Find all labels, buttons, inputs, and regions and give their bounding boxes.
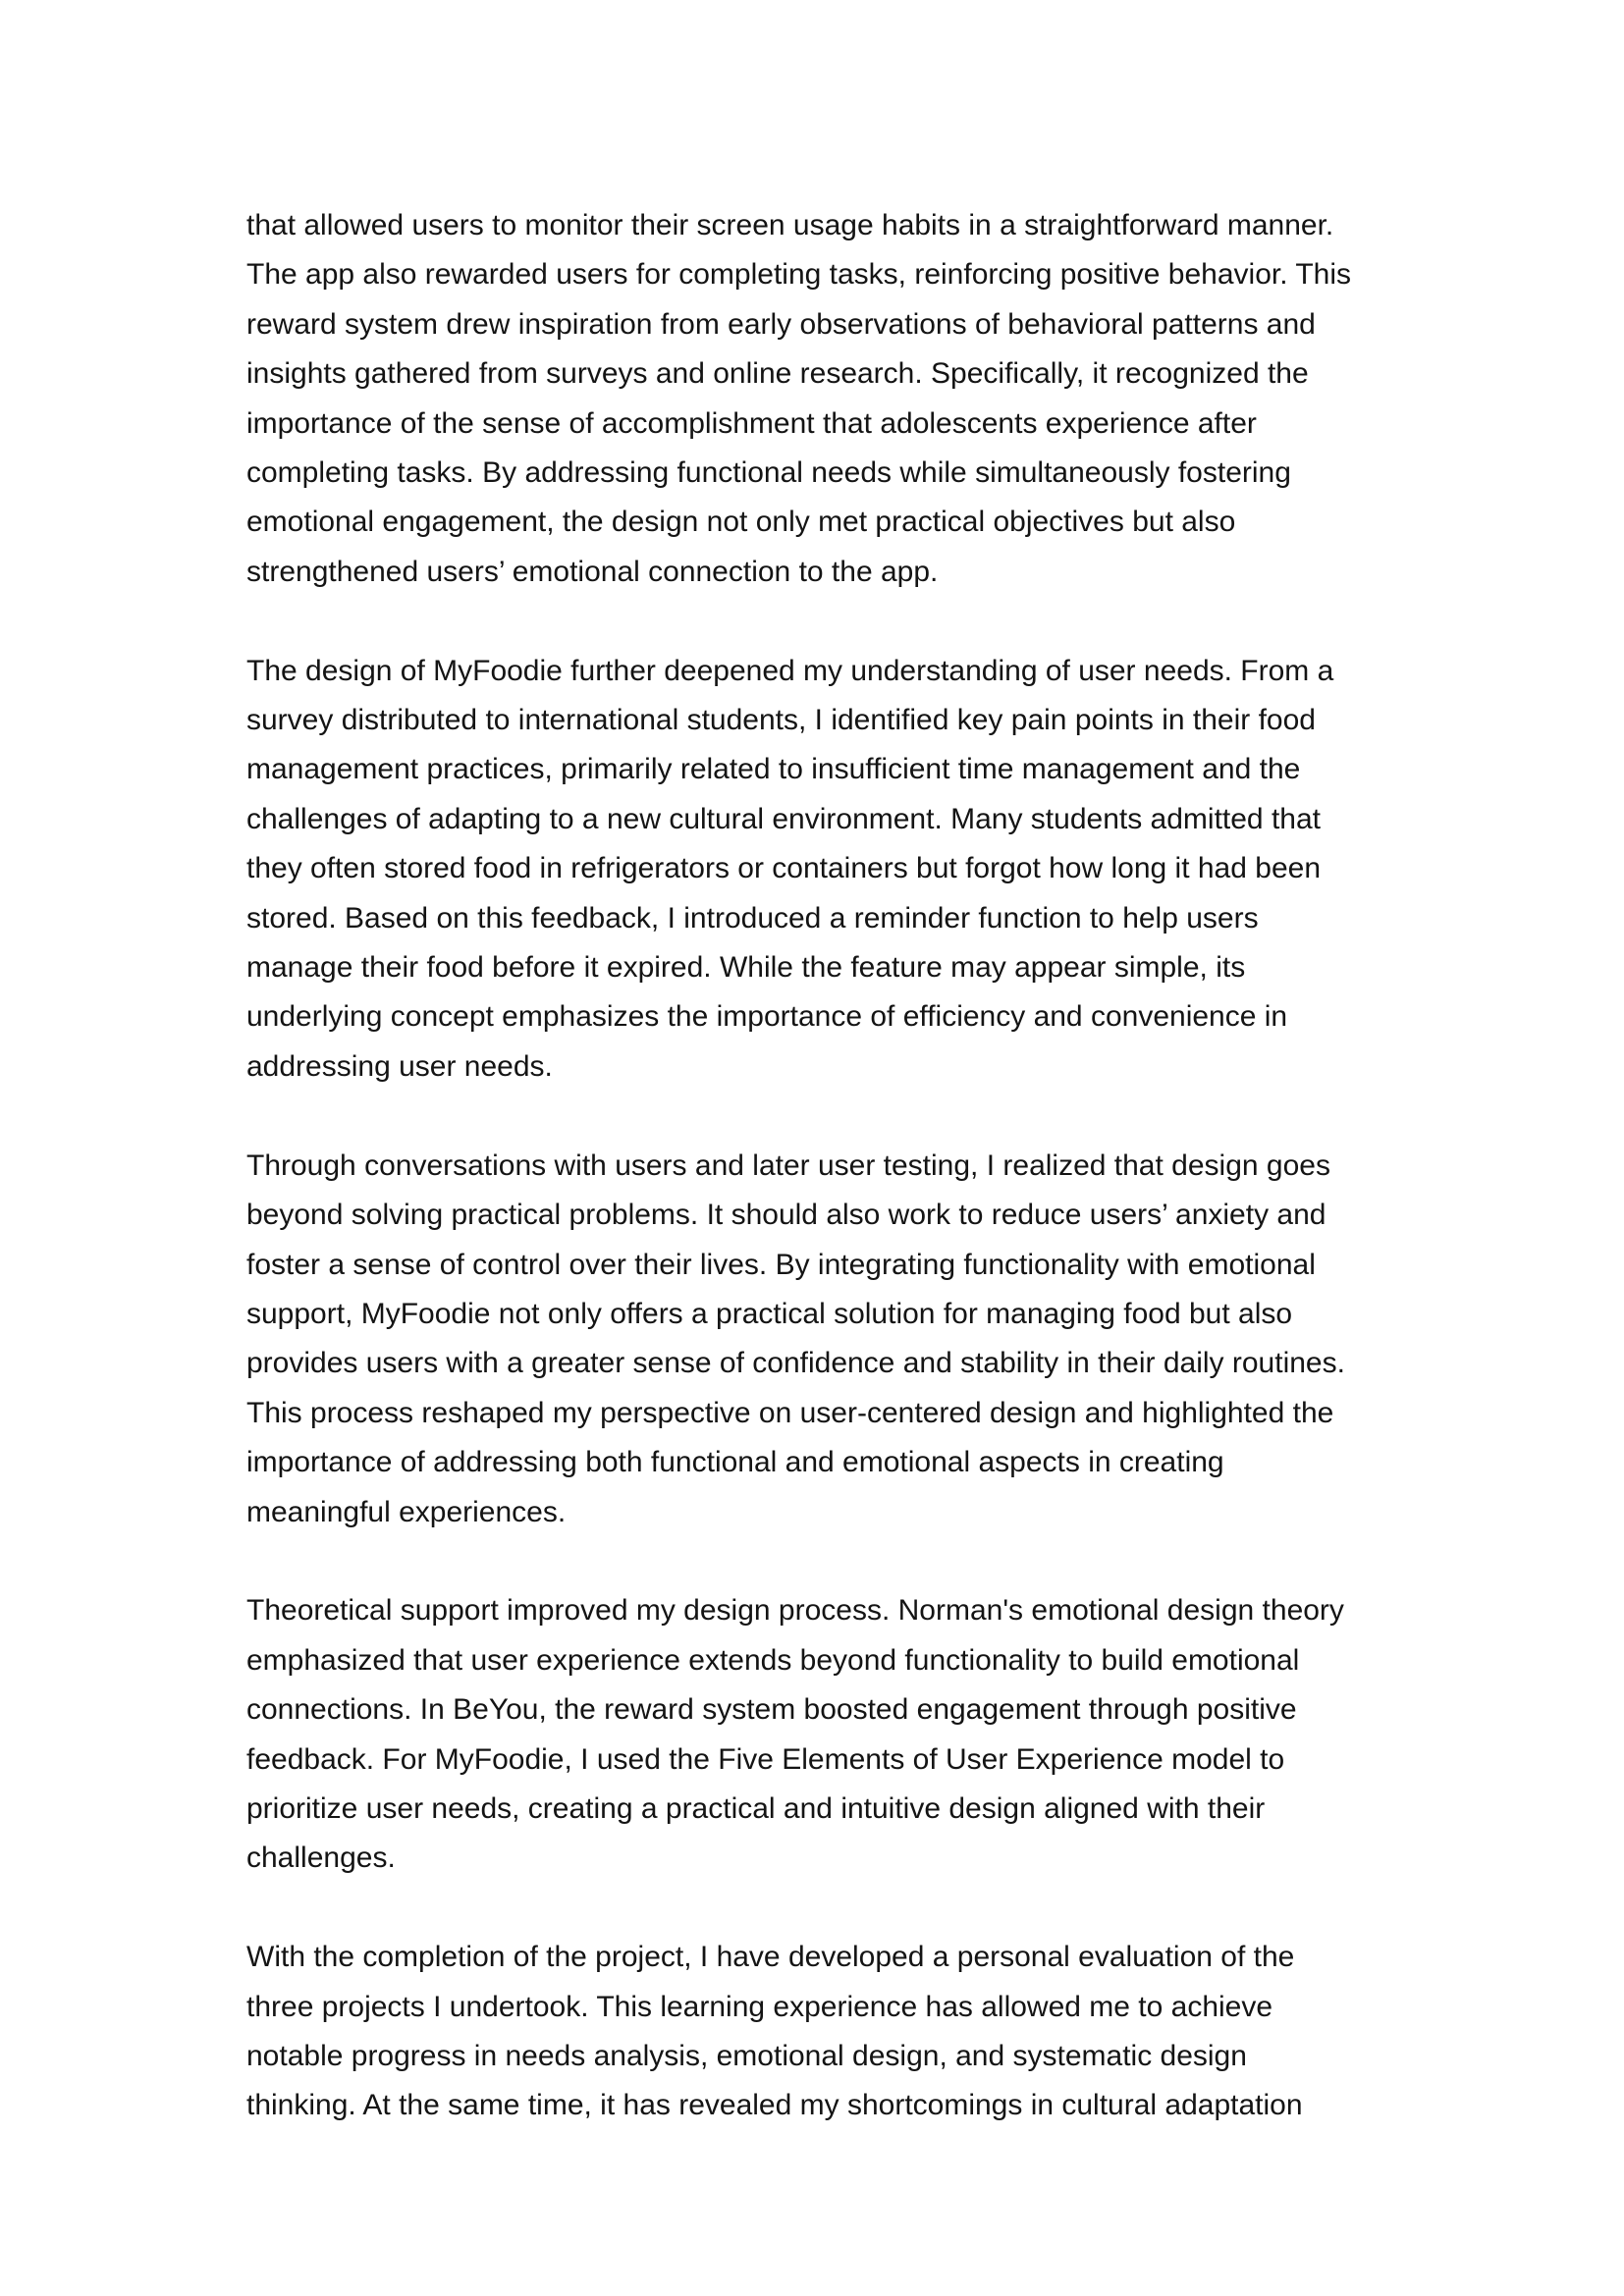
text-line: they often stored food in refrigerators or containers but forgot how long it had been bbox=[246, 852, 1322, 885]
text-line: strengthened users’ emotional connection to the app. bbox=[246, 555, 939, 588]
text-line: feedback. For MyFoodie, I used the Five Elements of User Experience model to bbox=[246, 1742, 1285, 1776]
text-line: prioritize user needs, creating a practical and intuitive design aligned with their bbox=[246, 1791, 1266, 1825]
text-line: underlying concept emphasizes the importance of efficiency and convenience in bbox=[246, 1000, 1288, 1034]
text-line: importance of addressing both functional and emotional aspects in creating bbox=[246, 1446, 1224, 1479]
text-line: challenges of adapting to a new cultural environment. Many students admitted that bbox=[246, 802, 1321, 835]
text-line: Through conversations with users and later user testing, I realized that design goes bbox=[246, 1148, 1330, 1182]
text-line: This process reshaped my perspective on user-centered design and highlighted the bbox=[246, 1396, 1334, 1429]
paragraph-evaluation bbox=[246, 1933, 1385, 2131]
text-line: survey distributed to international students, I identified key pain points in their food bbox=[246, 704, 1316, 737]
text-line: The app also rewarded users for completing tasks, reinforcing positive behavior. This bbox=[246, 258, 1352, 292]
text-line: manage their food before it expired. While the feature may appear simple, its bbox=[246, 951, 1246, 985]
text-line: management practices, primarily related to insufficient time management and the bbox=[246, 753, 1301, 786]
text-line: emotional engagement, the design not only met practical objectives but also bbox=[246, 506, 1236, 539]
text-line: stored. Based on this feedback, I introduced a reminder function to help users bbox=[246, 901, 1259, 934]
text-line: With the completion of the project, I have developed a personal evaluation of the bbox=[246, 1941, 1295, 1974]
text-line: connections. In BeYou, the reward system boosted engagement through positive bbox=[246, 1693, 1297, 1727]
paragraph-myfoodie-needs bbox=[246, 647, 1385, 1093]
text-line: emphasized that user experience extends beyond functionality to build emotional bbox=[246, 1643, 1300, 1677]
text-line: addressing user needs. bbox=[246, 1049, 553, 1083]
text-line: support, MyFoodie not only offers a practical solution for managing food but also bbox=[246, 1297, 1293, 1330]
text-line: beyond solving practical problems. It should also work to reduce users’ anxiety and bbox=[246, 1199, 1326, 1232]
text-line: Theoretical support improved my design process. Norman's emotional design theory bbox=[246, 1594, 1344, 1628]
text-line: foster a sense of control over their lives. By integrating functionality with emotional bbox=[246, 1248, 1316, 1281]
text-line: reward system drew inspiration from early observations of behavioral patterns and bbox=[246, 307, 1316, 341]
text-line: completing tasks. By addressing functional needs while simultaneously fostering bbox=[246, 456, 1291, 490]
text-line: thinking. At the same time, it has revealed my shortcomings in cultural adaptation bbox=[246, 2089, 1303, 2122]
text-line: notable progress in needs analysis, emotional design, and systematic design bbox=[246, 2039, 1247, 2072]
text-line: insights gathered from surveys and online research. Specifically, it recognized the bbox=[246, 357, 1309, 391]
text-line: three projects I undertook. This learning experience has allowed me to achieve bbox=[246, 1990, 1273, 2023]
text-line: meaningful experiences. bbox=[246, 1495, 567, 1528]
text-line: importance of the sense of accomplishment that adolescents experience after bbox=[246, 406, 1257, 440]
text-line: The design of MyFoodie further deepened my understanding of user needs. From a bbox=[246, 654, 1334, 687]
text-line: challenges. bbox=[246, 1842, 396, 1875]
paragraph-beyou-rewards bbox=[246, 201, 1385, 597]
text-line: that allowed users to monitor their screen usage habits in a straightforward manner. bbox=[246, 209, 1334, 241]
text-line: provides users with a greater sense of confidence and stability in their daily routines. bbox=[246, 1347, 1345, 1380]
document-body bbox=[246, 201, 1385, 2180]
paragraph-user-testing bbox=[246, 1142, 1385, 1537]
paragraph-theoretical-support bbox=[246, 1586, 1385, 1883]
